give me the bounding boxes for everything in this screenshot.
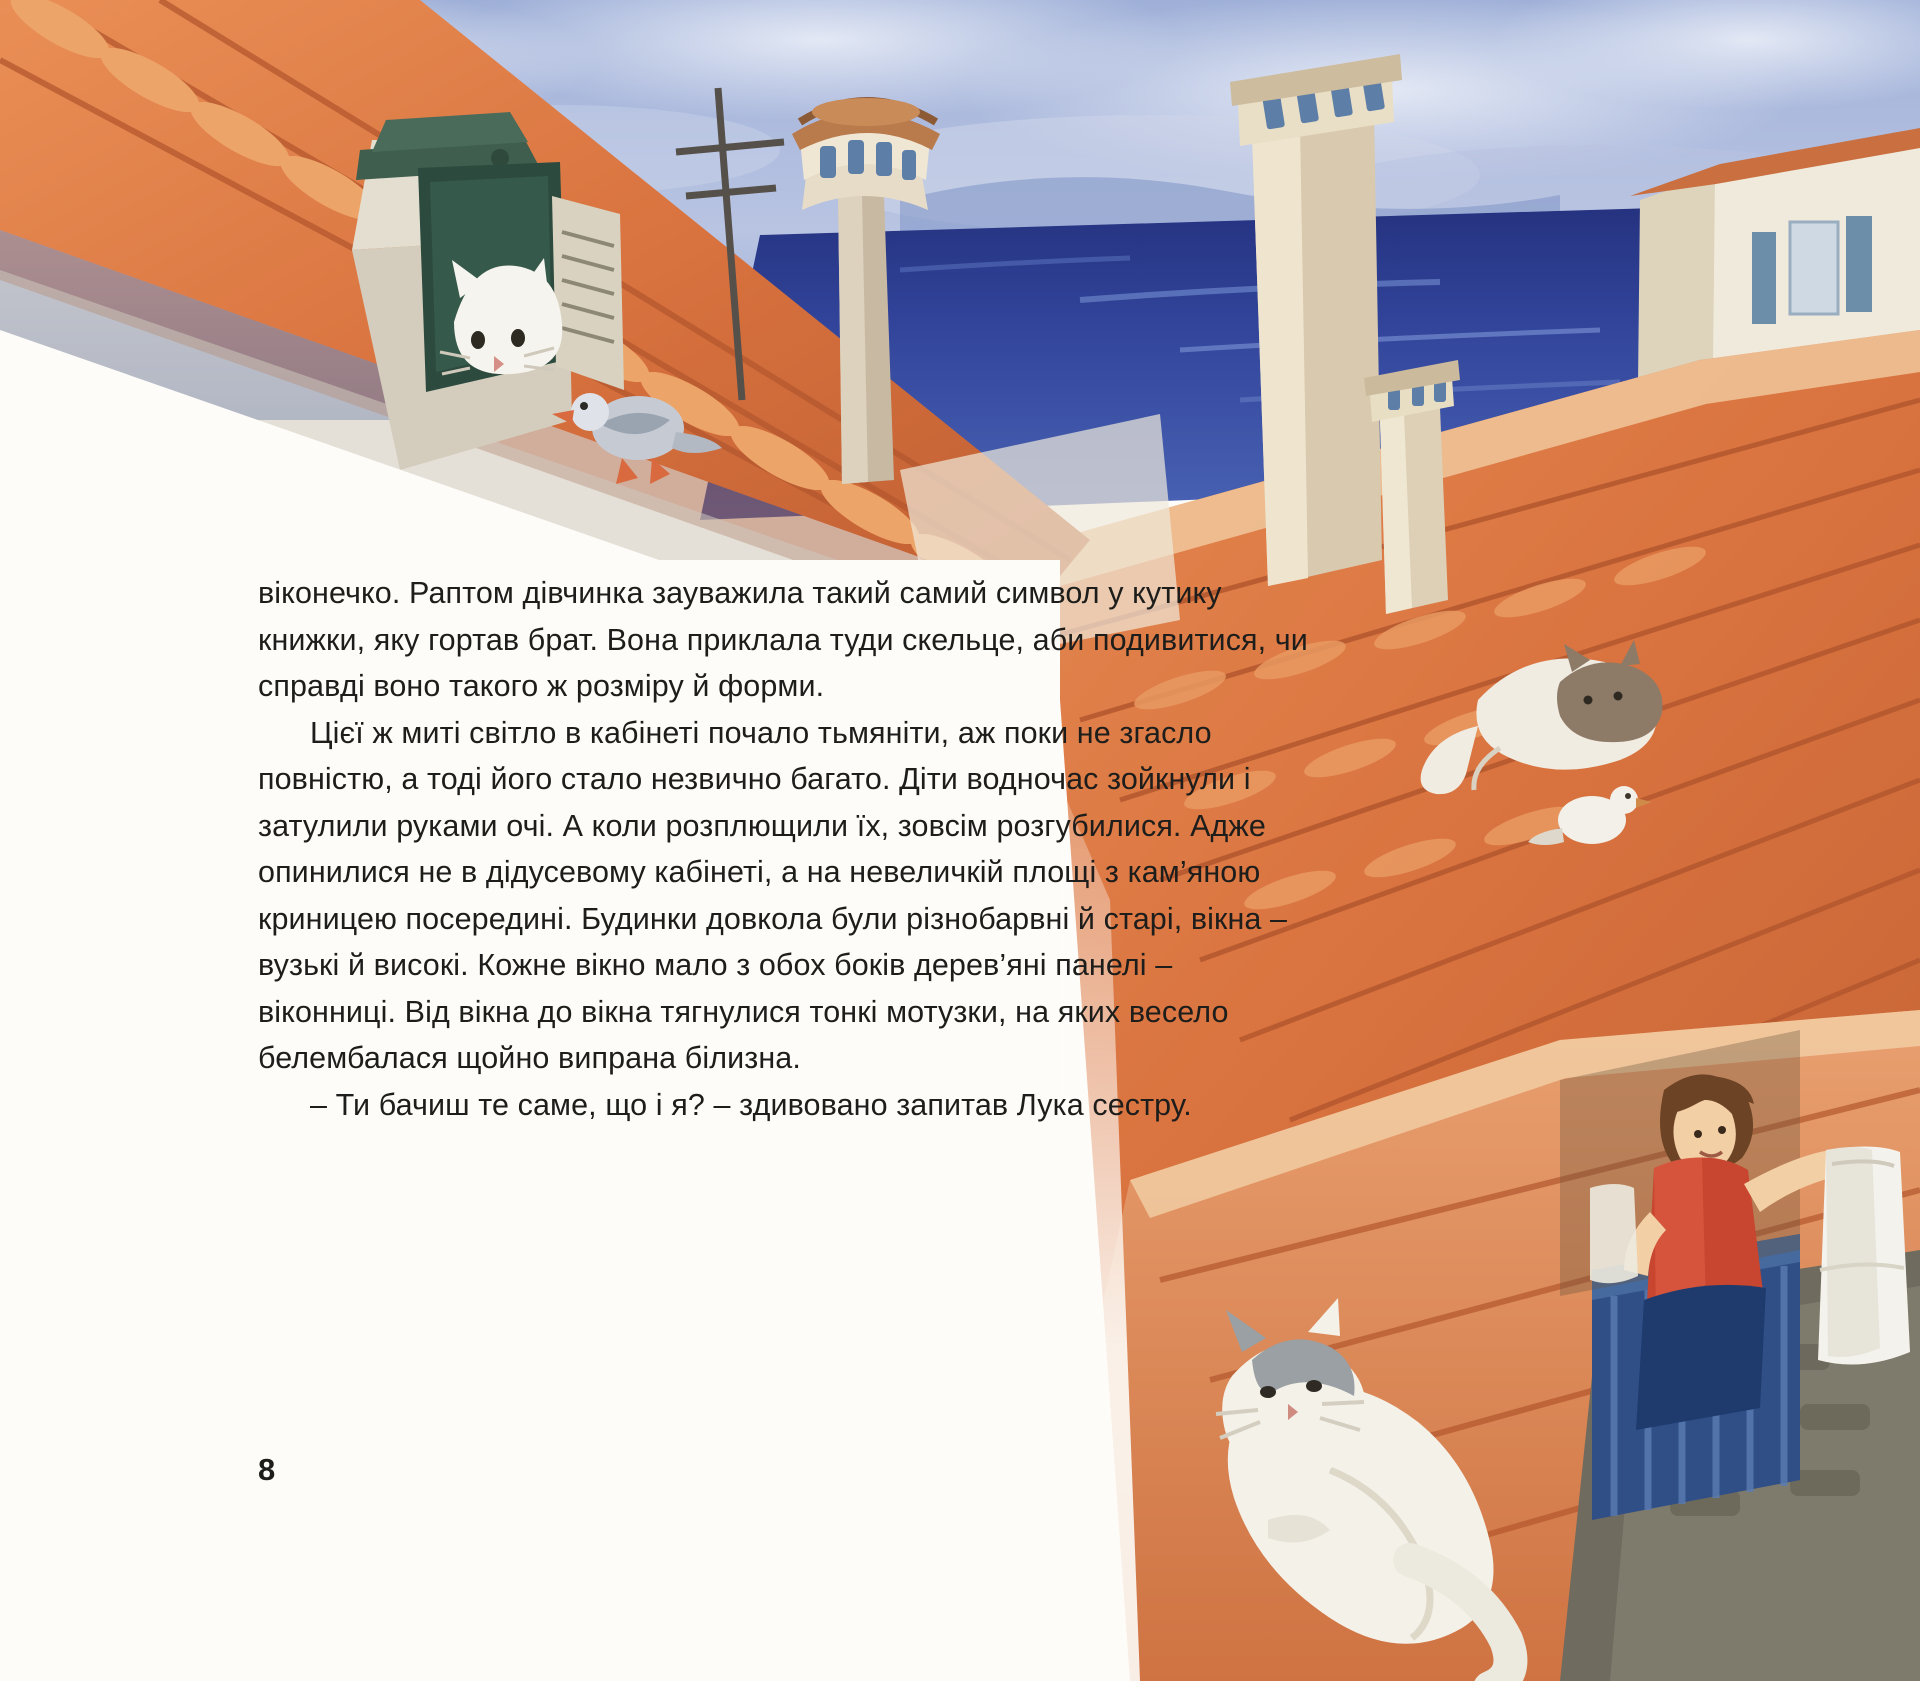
paragraph-1: віконечко. Раптом дівчинка зауважила такий самий символ у кутику книжки, яку гортав брат. Вона приклала туди скельце, аби подивитися, чи справді воно такого ж розміру й форми. <box>258 576 1308 703</box>
white-cat-in-dormer <box>440 258 562 374</box>
paragraph-3: – Ти бачиш те саме, що і я? – здивовано запитав Лука сестру. <box>310 1087 1192 1122</box>
paragraph-2: Цієї ж миті світло в кабінеті почало тьмяніти, аж поки не згасло повністю, а тоді його стало незвично багато. Діти водночас зойкнули і затулили руками очі. А коли розплющили їх, зовсім розгубилися. Адже опинилися не в дідусевому кабінеті, а на невеличкій площі з кам’яною криницею посередині. Будинки довкола були різнобарвні й старі, вікна – вузькі й високі. Кожне вікно мало з обох боків дерев’яні панелі – віконниці. Від вікна до вікна тягнулися тонкі мотузки, на яких весело белембалася щойно випрана білизна. <box>258 715 1288 1075</box>
page-number: 8 <box>258 1452 276 1487</box>
hanging-laundry <box>1818 1146 1910 1364</box>
body-text <box>258 570 1318 1128</box>
